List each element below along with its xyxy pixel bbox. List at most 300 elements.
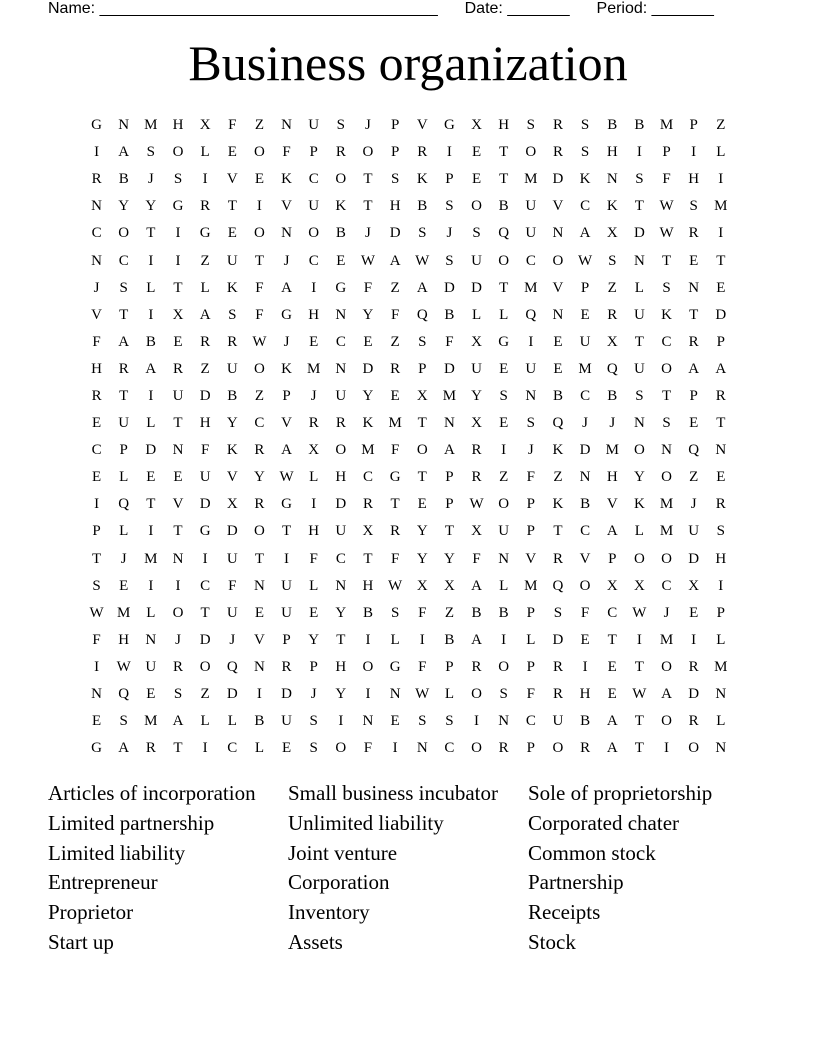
grid-letter: Q — [552, 577, 564, 594]
grid-letter: S — [418, 713, 427, 730]
grid-letter: M — [714, 198, 728, 215]
grid-letter: C — [227, 740, 238, 757]
grid-letter: K — [552, 496, 564, 513]
grid-letter: T — [173, 523, 183, 540]
grid-letter: Y — [118, 198, 130, 215]
grid-letter: I — [636, 631, 642, 648]
grid-letter: H — [172, 117, 184, 134]
grid-letter: N — [145, 631, 157, 648]
grid-letter: R — [172, 658, 183, 675]
grid-letter: N — [633, 252, 645, 269]
grid-row — [83, 356, 735, 383]
grid-letter: S — [635, 171, 644, 188]
grid-letter: L — [146, 279, 156, 296]
grid-letter: N — [633, 415, 645, 432]
grid-letter: X — [199, 117, 211, 134]
grid-letter: A — [416, 279, 428, 296]
grid-letter: T — [91, 550, 102, 567]
grid-letter: U — [552, 713, 564, 730]
grid-letter: O — [362, 144, 374, 161]
grid-letter: E — [580, 306, 590, 323]
grid-letter: N — [443, 415, 455, 432]
grid-letter: I — [148, 306, 154, 323]
grid-letter: B — [254, 713, 265, 730]
grid-letter: A — [118, 333, 130, 350]
grid-letter: U — [525, 198, 537, 215]
grid-letter: E — [390, 387, 400, 404]
grid-letter: T — [553, 523, 563, 540]
grid-letter: N — [253, 577, 265, 594]
grid-letter: A — [606, 523, 618, 540]
word-bank-item: Sole of proprietorship — [528, 781, 713, 805]
grid-letter: B — [498, 198, 509, 215]
grid-letter: V — [606, 496, 618, 513]
grid-letter: O — [118, 225, 130, 242]
grid-letter: T — [607, 631, 617, 648]
grid-letter: C — [91, 225, 102, 242]
grid-letter: M — [659, 496, 674, 513]
word-bank-item: Common stock — [528, 840, 656, 865]
grid-letter: I — [718, 577, 724, 594]
grid-letter: V — [91, 306, 102, 323]
grid-letter: I — [419, 631, 425, 648]
grid-row — [83, 573, 735, 600]
grid-letter: N — [91, 686, 102, 703]
grid-letter: Y — [362, 387, 374, 404]
grid-letter: R — [281, 658, 292, 675]
grid-letter: N — [172, 550, 184, 567]
grid-letter: N — [552, 306, 564, 323]
grid-letter: F — [309, 550, 318, 567]
grid-letter: K — [226, 442, 238, 459]
grid-letter: O — [552, 252, 564, 269]
grid-letter: W — [360, 252, 376, 269]
word-bank — [48, 779, 768, 958]
grid-letter: S — [553, 604, 563, 621]
grid-letter: O — [633, 442, 645, 459]
grid-letter: K — [335, 198, 347, 215]
grid-letter: M — [307, 360, 321, 377]
grid-letter: C — [308, 252, 319, 269]
grid-letter: R — [362, 496, 373, 513]
grid-letter: B — [580, 496, 591, 513]
grid-letter: Y — [308, 631, 320, 648]
grid-row — [83, 600, 735, 627]
grid-letter: U — [226, 550, 238, 567]
grid-row — [83, 518, 735, 545]
grid-letter: B — [552, 387, 563, 404]
grid-letter: F — [363, 279, 373, 296]
grid-letter: L — [716, 144, 726, 161]
grid-letter: A — [281, 442, 292, 459]
grid-letter: V — [552, 198, 564, 215]
grid-letter: D — [226, 686, 238, 703]
grid-letter: A — [471, 631, 482, 648]
grid-letter: W — [632, 686, 647, 703]
grid-letter: I — [501, 442, 507, 459]
grid-letter: I — [446, 144, 452, 161]
grid-letter: V — [226, 171, 238, 188]
grid-letter: C — [335, 550, 346, 567]
grid-letter: S — [309, 740, 318, 757]
grid-letter: U — [308, 117, 320, 134]
grid-letter: G — [281, 306, 292, 323]
grid-letter: F — [228, 577, 237, 594]
grid-letter: B — [607, 117, 618, 134]
grid-letter: R — [471, 658, 482, 675]
grid-letter: Q — [226, 658, 238, 675]
grid-letter: B — [118, 171, 129, 188]
grid-letter: J — [93, 279, 100, 296]
grid-letter: Y — [253, 469, 265, 486]
grid-letter: M — [524, 577, 538, 594]
grid-letter: E — [607, 686, 617, 703]
grid-letter: D — [443, 279, 455, 296]
grid-letter: H — [715, 550, 727, 567]
grid-letter: S — [173, 171, 183, 188]
grid-letter: P — [445, 171, 454, 188]
grid-letter: Z — [444, 604, 454, 621]
grid-letter: U — [498, 523, 510, 540]
grid-letter: C — [254, 415, 265, 432]
grid-letter: V — [226, 469, 238, 486]
grid-letter: K — [633, 496, 645, 513]
grid-letter: O — [335, 740, 347, 757]
grid-letter: Q — [525, 306, 537, 323]
grid-letter: I — [528, 333, 534, 350]
grid-letter: L — [499, 306, 509, 323]
grid-letter: H — [389, 198, 401, 215]
grid-letter: C — [91, 442, 102, 459]
grid-letter: C — [607, 604, 618, 621]
word-bank-item: Corporation — [288, 870, 390, 895]
grid-letter: L — [227, 713, 237, 730]
grid-letter: R — [552, 144, 563, 161]
grid-letter: V — [579, 550, 591, 567]
grid-letter: C — [661, 333, 672, 350]
grid-letter: S — [608, 252, 617, 269]
grid-letter: B — [607, 387, 618, 404]
grid-letter: I — [311, 496, 317, 513]
grid-letter: S — [526, 415, 535, 432]
grid-letter: U — [226, 360, 238, 377]
grid-letter: T — [336, 631, 346, 648]
grid-letter: Q — [606, 360, 618, 377]
grid-letter: O — [661, 713, 672, 730]
grid-row — [83, 166, 735, 193]
grid-letter: R — [200, 198, 211, 215]
grid-letter: R — [471, 469, 482, 486]
grid-letter: F — [390, 550, 400, 567]
grid-letter: P — [445, 469, 454, 486]
grid-letter: V — [525, 550, 537, 567]
grid-letter: I — [256, 198, 262, 215]
grid-letter: T — [634, 333, 644, 350]
grid-letter: S — [689, 198, 698, 215]
word-bank-column — [288, 779, 528, 958]
grid-letter: K — [606, 198, 618, 215]
grid-letter: R — [688, 713, 699, 730]
grid-letter: F — [580, 604, 590, 621]
grid-letter: L — [146, 604, 156, 621]
grid-letter: S — [390, 171, 400, 188]
grid-letter: O — [661, 550, 672, 567]
grid-letter: D — [715, 306, 727, 323]
grid-letter: N — [498, 550, 510, 567]
grid-letter: S — [92, 577, 101, 594]
grid-letter: L — [119, 523, 129, 540]
grid-letter: I — [175, 252, 181, 269]
grid-letter: D — [633, 225, 645, 242]
grid-letter: V — [172, 496, 184, 513]
grid-row — [83, 708, 735, 735]
grid-letter: M — [524, 171, 538, 188]
grid-letter: Y — [633, 469, 645, 486]
grid-letter: U — [308, 198, 320, 215]
word-bank-item: Entrepreneur — [48, 870, 158, 895]
grid-letter: M — [144, 550, 158, 567]
grid-letter: D — [226, 523, 238, 540]
word-bank-item: Joint venture — [288, 840, 398, 865]
grid-letter: G — [199, 523, 211, 540]
grid-letter: R — [552, 117, 563, 134]
grid-letter: H — [335, 658, 347, 675]
grid-letter: T — [173, 740, 183, 757]
grid-letter: A — [471, 577, 482, 594]
grid-letter: S — [445, 198, 454, 215]
grid-letter: M — [714, 658, 728, 675]
grid-letter: S — [472, 225, 481, 242]
grid-letter: I — [691, 631, 697, 648]
grid-letter: S — [662, 415, 671, 432]
grid-letter: U — [688, 523, 700, 540]
grid-letter: W — [578, 252, 593, 269]
grid-letter: Y — [362, 306, 374, 323]
grid-letter: E — [471, 171, 482, 188]
grid-letter: T — [417, 415, 427, 432]
grid-letter: P — [390, 117, 400, 134]
grid-letter: P — [309, 144, 318, 161]
grid-letter: Y — [335, 604, 347, 621]
grid-letter: S — [499, 387, 508, 404]
grid-letter: E — [227, 144, 237, 161]
grid-letter: R — [227, 333, 238, 350]
grid-letter: N — [661, 442, 672, 459]
grid-letter: R — [688, 658, 699, 675]
grid-letter: E — [499, 360, 509, 377]
grid-letter: P — [580, 279, 590, 296]
grid-letter: W — [279, 469, 294, 486]
grid-letter: U — [281, 604, 292, 621]
grid-letter: I — [148, 252, 154, 269]
grid-letter: Q — [118, 496, 130, 513]
period-field-label: Period: _______ — [596, 0, 714, 17]
grid-letter: X — [471, 523, 482, 540]
grid-letter: U — [172, 387, 184, 404]
grid-letter: I — [94, 658, 100, 675]
grid-row — [83, 383, 735, 410]
grid-letter: F — [255, 279, 264, 296]
grid-letter: R — [552, 686, 563, 703]
grid-letter: R — [688, 333, 699, 350]
grid-letter: T — [173, 279, 183, 296]
grid-letter: O — [253, 144, 265, 161]
grid-letter: H — [606, 469, 618, 486]
grid-letter: X — [606, 577, 618, 594]
name-field-label: Name: ______________________________________ — [48, 0, 438, 17]
grid-letter: F — [526, 469, 535, 486]
grid-letter: Z — [390, 333, 400, 350]
grid-letter: X — [226, 496, 238, 513]
grid-letter: C — [580, 387, 591, 404]
grid-letter: E — [336, 252, 346, 269]
grid-letter: D — [199, 631, 211, 648]
grid-letter: S — [662, 279, 671, 296]
grid-letter: J — [120, 550, 127, 567]
grid-letter: P — [282, 387, 291, 404]
grid-letter: G — [335, 279, 347, 296]
grid-letter: C — [118, 252, 129, 269]
grid-letter: I — [718, 171, 724, 188]
grid-letter: B — [444, 306, 455, 323]
grid-letter: R — [200, 333, 211, 350]
grid-letter: I — [202, 740, 208, 757]
grid-letter: L — [200, 713, 210, 730]
word-bank-item: Small business incubator — [288, 781, 498, 805]
grid-letter: T — [363, 550, 373, 567]
grid-letter: L — [119, 469, 129, 486]
grid-row — [83, 735, 735, 762]
grid-letter: F — [92, 333, 101, 350]
grid-letter: E — [309, 333, 319, 350]
grid-letter: O — [471, 198, 482, 215]
grid-letter: I — [94, 496, 100, 513]
grid-letter: D — [552, 631, 564, 648]
grid-letter: N — [172, 442, 184, 459]
grid-letter: E — [417, 496, 427, 513]
grid-letter: D — [688, 550, 700, 567]
grid-letter: O — [335, 442, 347, 459]
grid-letter: U — [471, 360, 482, 377]
grid-letter: X — [443, 577, 455, 594]
grid-letter: N — [91, 252, 102, 269]
grid-letter: P — [526, 604, 535, 621]
grid-letter: S — [716, 523, 725, 540]
grid-letter: Q — [688, 442, 700, 459]
grid-letter: R — [688, 225, 699, 242]
grid-letter: T — [119, 387, 129, 404]
grid-letter: R — [552, 658, 563, 675]
grid-letter: E — [254, 171, 264, 188]
grid-letter: D — [471, 279, 482, 296]
grid-letter: S — [146, 144, 156, 161]
grid-letter: R — [172, 360, 183, 377]
grid-letter: J — [283, 252, 290, 269]
grid-letter: W — [252, 333, 267, 350]
grid-letter: U — [335, 523, 347, 540]
grid-letter: T — [661, 387, 672, 404]
grid-letter: N — [335, 577, 347, 594]
grid-letter: N — [715, 740, 727, 757]
grid-letter: U — [633, 306, 645, 323]
grid-letter: D — [579, 442, 591, 459]
grid-letter: P — [689, 117, 698, 134]
grid-letter: P — [662, 144, 671, 161]
grid-letter: R — [308, 415, 319, 432]
grid-letter: S — [445, 713, 454, 730]
word-bank-column — [528, 779, 768, 958]
grid-letter: O — [335, 171, 347, 188]
grid-letter: A — [172, 713, 184, 730]
grid-letter: R — [254, 442, 265, 459]
grid-letter: T — [716, 252, 726, 269]
grid-letter: R — [91, 387, 102, 404]
grid-row — [83, 546, 735, 573]
grid-letter: K — [552, 442, 564, 459]
grid-letter: E — [689, 604, 699, 621]
grid-row — [83, 247, 735, 274]
grid-letter: E — [146, 469, 156, 486]
grid-letter: T — [390, 496, 400, 513]
grid-letter: C — [525, 252, 536, 269]
student-info-header — [48, 0, 748, 20]
grid-letter: F — [282, 144, 291, 161]
grid-letter: C — [661, 577, 672, 594]
grid-letter: D — [389, 225, 401, 242]
grid-letter: E — [146, 686, 156, 703]
grid-letter: N — [253, 658, 265, 675]
grid-letter: I — [94, 144, 100, 161]
grid-letter: T — [661, 252, 672, 269]
grid-letter: F — [662, 171, 671, 188]
grid-letter: T — [146, 225, 156, 242]
grid-letter: Z — [254, 117, 264, 134]
grid-letter: W — [659, 225, 674, 242]
grid-letter: F — [472, 550, 481, 567]
grid-letter: D — [145, 442, 157, 459]
grid-letter: K — [362, 415, 374, 432]
grid-letter: N — [498, 713, 510, 730]
grid-letter: D — [443, 360, 455, 377]
grid-letter: M — [442, 387, 457, 404]
grid-letter: E — [173, 333, 183, 350]
grid-letter: G — [498, 333, 510, 350]
grid-letter: Q — [552, 415, 564, 432]
grid-letter: Q — [118, 686, 130, 703]
grid-letter: L — [634, 523, 644, 540]
word-bank-item: Partnership — [528, 870, 624, 895]
grid-letter: A — [579, 225, 591, 242]
grid-letter: Y — [416, 523, 428, 540]
grid-letter: D — [335, 496, 347, 513]
grid-letter: E — [91, 713, 102, 730]
grid-letter: E — [580, 631, 590, 648]
grid-letter: L — [526, 631, 536, 648]
grid-letter: B — [471, 604, 482, 621]
grid-letter: K — [579, 171, 591, 188]
grid-row — [83, 464, 735, 491]
grid-letter: E — [716, 469, 726, 486]
grid-letter: T — [634, 740, 644, 757]
grid-letter: E — [119, 577, 129, 594]
grid-letter: L — [390, 631, 400, 648]
grid-letter: H — [606, 144, 618, 161]
grid-letter: X — [362, 523, 374, 540]
grid-letter: F — [390, 442, 400, 459]
grid-letter: M — [659, 631, 674, 648]
grid-letter: W — [659, 198, 674, 215]
grid-letter: I — [175, 577, 181, 594]
